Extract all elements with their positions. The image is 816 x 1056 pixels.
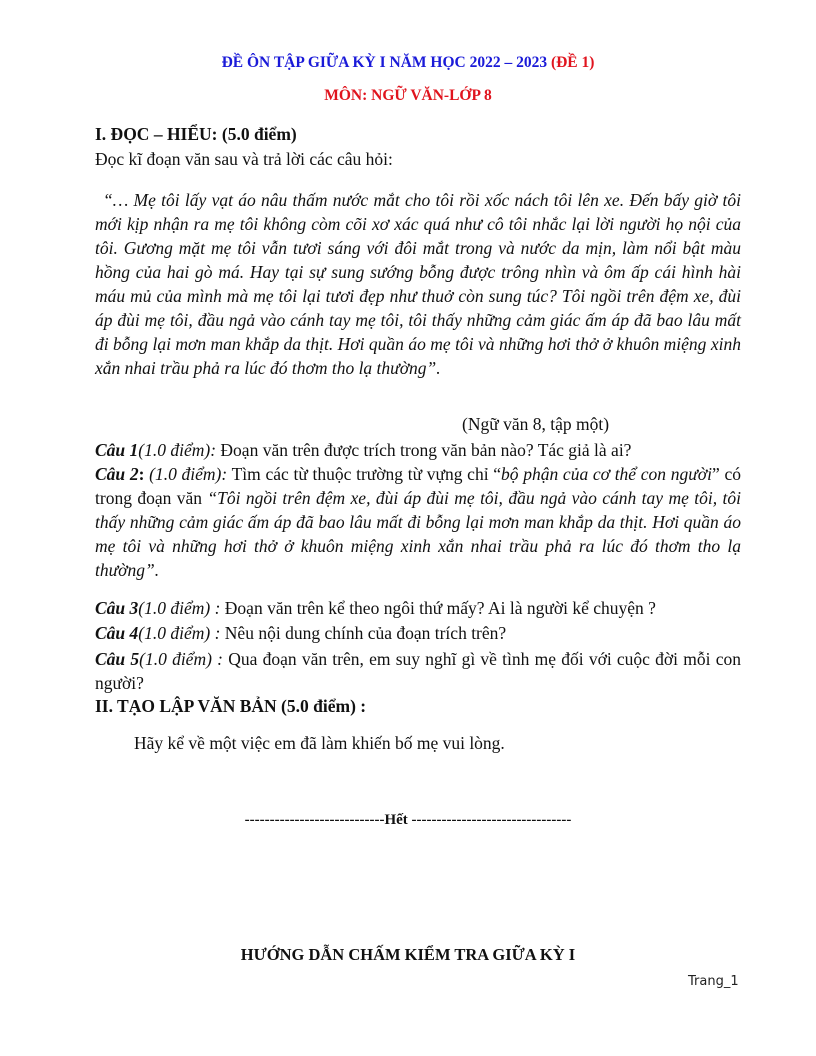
exam-title	[0, 54, 816, 72]
subject-title: MÔN: NGỮ VĂN-LỚP 8	[324, 87, 492, 104]
reading-instruction: Đọc kĩ đoạn văn sau và trả lời các câu hỏi:	[95, 149, 393, 169]
essay-prompt: Hãy kể về một việc em đã làm khiến bố mẹ vui lòng.	[134, 733, 505, 753]
section1-heading: I. ĐỌC – HIỂU: (5.0 điểm)	[95, 124, 297, 144]
section2-heading: II. TẠO LẬP VĂN BẢN (5.0 điểm) :	[95, 696, 367, 716]
question-5-label: Câu 5	[95, 649, 140, 669]
question-2-text-c: ” có trong đoạn văn	[95, 464, 741, 508]
question-1-points: (1.0 điểm):	[138, 440, 217, 460]
question-4-points: (1.0 điểm) :	[138, 623, 221, 643]
question-1-label: Câu 1	[95, 440, 139, 460]
grading-guide-title: HƯỚNG DẪN CHẤM KIỂM TRA GIỮA KỲ I	[240, 945, 576, 964]
question-1-text: Đoạn văn trên được trích trong văn bản nào? Tác giả là ai?	[216, 440, 632, 460]
question-4	[95, 621, 741, 645]
passage-source: (Ngữ văn 8, tập một)	[462, 414, 610, 434]
question-2-label: Câu 2	[95, 464, 139, 484]
reading-passage: “… Mẹ tôi lấy vạt áo nâu thấm nước mắt cho tôi rồi xốc nách tôi lên xe. Đến bấy giờ tôi mới kịp nhận ra mẹ tôi không còm cõi xơ xác quá như cô tôi nhắc lại lời người họ nội của tôi. Gương mặt mẹ tôi vẫn tươi sáng với đôi mắt trong và nước da mịn, làm nổi bật màu hồng của hai gò má. Hay tại sự sung sướng bỗng được trông nhìn và ôm ấp cái hình hài máu mủ của mình mà mẹ tôi lại tươi đẹp như thuở còn sung túc? Tôi ngồi trên đệm xe, đùi áp đùi mẹ tôi, đầu ngả vào cánh tay mẹ tôi, tôi thấy những cảm giác ấm áp đã bao lâu mất đi bỗng lại mơn man khắp da thịt. Hơi quần áo mẹ tôi và những hơi thở ở khuôn miệng xinh xắn nhai trầu phả ra lúc đó thơm tho lạ thường”.	[95, 190, 741, 378]
end-marker: ----------------------------Hết --------------------------------	[244, 812, 572, 828]
question-2-text-d: “Tôi ngồi trên đệm xe, đùi áp đùi mẹ tôi, đầu ngả vào cánh tay mẹ tôi, tôi thấy những cảm giác ấm áp đã bao lâu mất đi bỗng lại mơn man khắp da thịt. Hơi quần áo mẹ tôi và những hơi thở ở khuôn miệng xinh xắn nhai trầu phả ra lúc đó thơm tho lạ thường”.	[95, 488, 741, 580]
question-5-points: (1.0 điểm) :	[139, 649, 223, 669]
question-2-text-b: bộ phận của cơ thể con người	[501, 464, 712, 484]
question-3	[95, 596, 741, 620]
question-5-text: Qua đoạn văn trên, em suy nghĩ gì về tình mẹ đối với cuộc đời mỗi con người?	[95, 649, 741, 693]
question-4-text: Nêu nội dung chính của đoạn trích trên?	[220, 623, 507, 643]
question-2-colon: :	[138, 464, 145, 484]
question-2-points: (1.0 điểm):	[144, 464, 228, 484]
question-3-text: Đoạn văn trên kể theo ngôi thứ mấy? Ai là người kể chuyện ?	[220, 598, 656, 618]
question-3-points: (1.0 điểm) :	[138, 598, 221, 618]
exam-title-main: ĐỀ ÔN TẬP GIỮA KỲ I NĂM HỌC 2022 – 2023	[221, 54, 551, 71]
question-2	[95, 462, 741, 582]
question-5	[95, 647, 741, 695]
question-3-label: Câu 3	[95, 598, 139, 618]
question-2-text-a: Tìm các từ thuộc trường từ vựng chỉ “	[227, 464, 502, 484]
page-number: Trang_1	[688, 974, 739, 989]
exam-number-tag: (ĐỀ 1)	[550, 54, 595, 71]
question-1	[95, 438, 741, 462]
question-4-label: Câu 4	[95, 623, 139, 643]
